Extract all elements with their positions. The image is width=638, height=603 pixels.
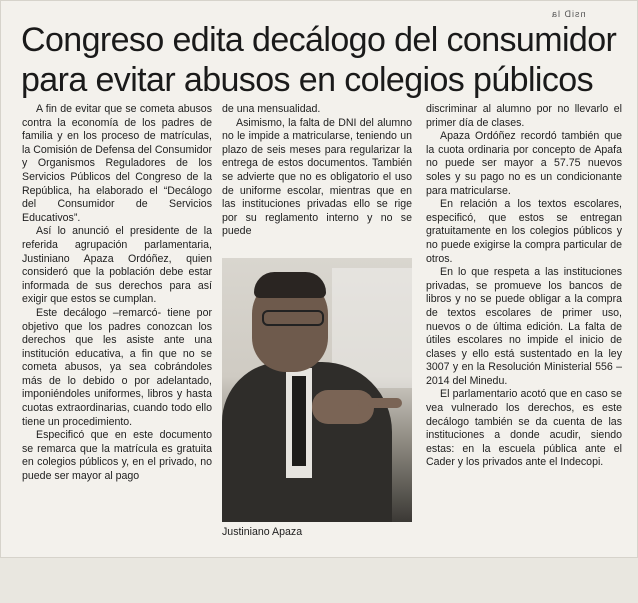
article-paragraph: En relación a los textos escolares, especificó, que estos se entregan gratuitamente en los colegios públicos y no puede exigirse la compra particular de otros.	[426, 198, 622, 265]
photo-caption: Justiniano Apaza	[222, 526, 303, 538]
article-paragraph: Asimismo, la falta de DNI del alumno no le impide a matricularse, teniendo un plazo de seis meses para regularizar la entrega de estos documentos. También se advierte que no es obligatorio el uso de uniforme escolar, mientras que en las instituciones privadas ello se rige por su reglamento interno y no se puede	[222, 116, 412, 238]
article-column-3	[426, 103, 622, 470]
photo-person-pointing-finger	[358, 398, 402, 408]
article-paragraph: Así lo anunció el presidente de la referida agrupación parlamentaria, Justiniano Apaza Ordóñez, quien consideró que la población debe estar informada de sus derechos para así exigir que estos se cumplan.	[22, 225, 212, 306]
article-paragraph: A fin de evitar que se cometa abusos contra la economía de los padres de familia y en los proceso de matrículas, la Comisión de Defensa del Consumidor y Organismos Reguladores de los Servicios Públicos del Congreso de la República, ha elaborado el “Decálogo del Consumidor de Servicios Educativos”.	[22, 103, 212, 224]
article-paragraph: discriminar al alumno por no llevarlo el primer día de clases.	[426, 103, 622, 129]
article-paragraph: El parlamentario acotó que en caso se vea vulnerado los derechos, es este decálogo también se da cuenta de las instituciones a donde acudir, siendo estas: en la escuela pública ante el Cader y los privados ante el Indecopi.	[426, 388, 622, 469]
article-paragraph: Especificó que en este documento se remarca que la matrícula es gratuita en colegios públicos y, en el privado, no puede ser mayor al pago	[22, 429, 212, 483]
page-corner-tag: nsiD la	[551, 9, 586, 19]
article-column-2	[222, 103, 412, 239]
article-paragraph: Apaza Ordóñez recordó también que la cuota ordinaria por concepto de Apafa no puede ser mayor a 57.75 nuevos soles y su pago no es un condicionante para matricularse.	[426, 130, 622, 197]
photo-person-tie	[292, 376, 306, 466]
photo-person-hair	[254, 272, 326, 298]
article-headline: Congreso edita decálogo del consumidor para evitar abusos en colegios públicos	[21, 21, 617, 99]
photo-person-glasses	[262, 310, 324, 326]
article-photo	[222, 258, 412, 522]
article-paragraph: Este decálogo –remarcó- tiene por objetivo que los padres conozcan los derechos que les asiste ante una institución educativa, a fin que no se cometa abusos, ya sea cobrándoles más de lo debido o por adelantado, imponiéndoles uniformes, libros y hasta cuotas extraordinarias, cuando todo ello tiene un procedimiento.	[22, 306, 212, 428]
article-paragraph: de una mensualidad.	[222, 103, 321, 115]
article-paragraph: En lo que respeta a las instituciones privadas, se promueve los bancos de libros y no se puede obligar a la compra de textos escolares de primer uso, nuevos o de última edición. La falta de útiles escolares no impide el inicio de clases y ello está sustentado en la ley 3007 y en la Resolución Ministerial 556 – 2014 del Minedu.	[426, 266, 622, 387]
article-column-1	[22, 103, 212, 484]
